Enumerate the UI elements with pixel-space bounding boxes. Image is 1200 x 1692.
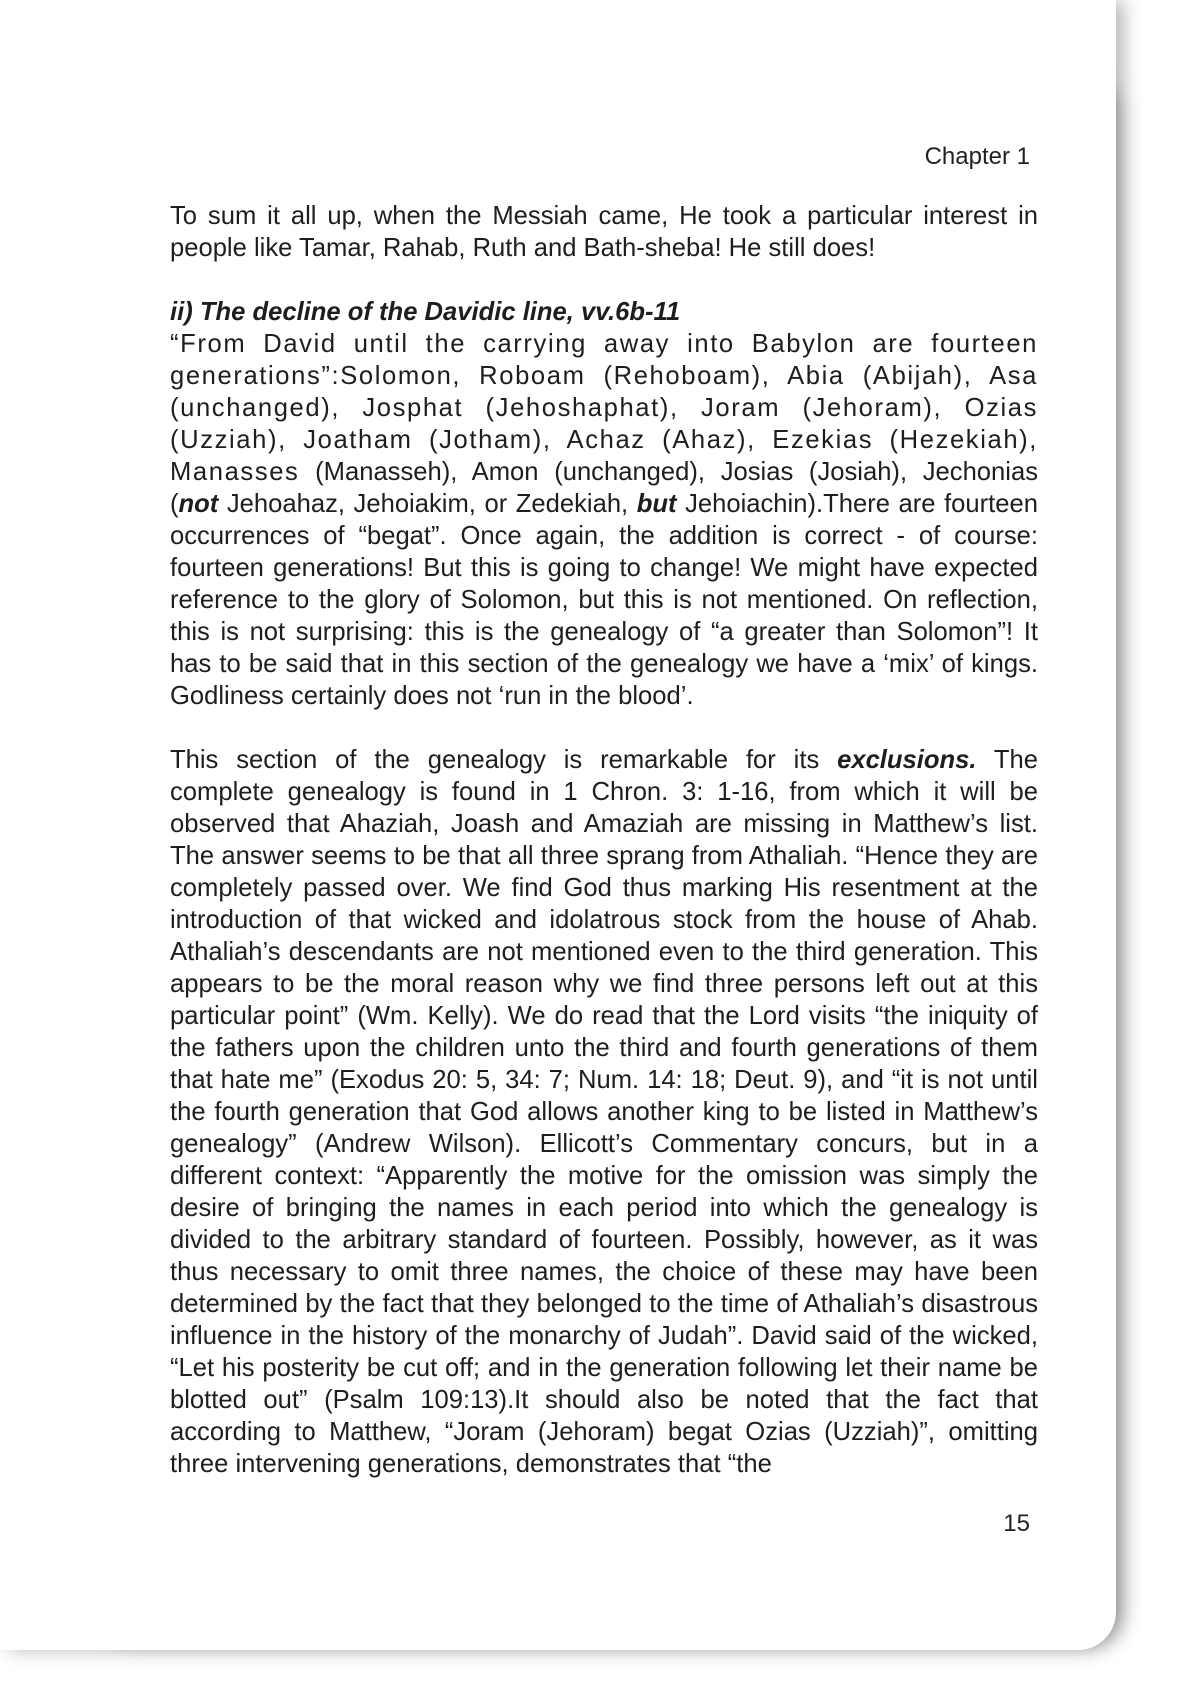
paragraph-gap bbox=[170, 712, 1038, 744]
paragraph-davidic-line-text-c: Jehoiachin).There are fourteen occurrences of “begat”. Once again, the addition is correct - of course: fourteen generations! But this is going to change! We might have expected reference to the glory of Solomon, but this is not mentioned. On reflection, this is not surprising: this is the genealogy of “a greater than Solomon”! It has to be said that in this section of the genealogy we have a ‘mix’ of kings. Godliness certainly does not ‘run in the blood’. bbox=[170, 490, 1038, 710]
paragraph-exclusions bbox=[170, 744, 1038, 1480]
paragraph-exclusions-text-a: This section of the genealogy is remarkable for its bbox=[170, 746, 838, 774]
paragraph-davidic-line-text-a: (Manasseh), Amon (unchanged), Josias (Josiah), Jechonias ( bbox=[170, 458, 1038, 518]
paragraph-summary: To sum it all up, when the Messiah came, He took a particular interest in people like Tamar, Rahab, Ruth and Bath-sheba! He still does! bbox=[170, 202, 1038, 262]
body-text bbox=[170, 200, 1038, 1480]
running-head: Chapter 1 bbox=[924, 143, 1030, 170]
emphasis-exclusions: exclusions. bbox=[837, 746, 977, 774]
paragraph-gap bbox=[170, 264, 1038, 296]
paragraph-davidic-line-text-b: Jehoahaz, Jehoiakim, or Zedekiah, bbox=[218, 490, 637, 518]
page-number: 15 bbox=[1003, 1510, 1030, 1537]
paragraph-exclusions-text-b: The complete genealogy is found in 1 Chron. 3: 1-16, from which it will be observed that Ahaziah, Joash and Amaziah are missing in Matthew’s list. The answer seems to be that all three sprang from Athaliah. “Hence they are completely passed over. We find God thus marking His resentment at the introduction of that wicked and idolatrous stock from the house of Ahab. Athaliah’s descendants are not mentioned even to the third generation. This appears to be the moral reason why we find three persons left out at this particular point” (Wm. Kelly). We do read that the Lord visits “the iniquity of the fathers upon the children unto the third and fourth generations of them that hate me” (Exodus 20: 5, 34: 7; Num. 14: 18; Deut. 9), and “it is not until the fourth generation that God allows another king to be listed in Matthew’s genealogy” (Andrew Wilson). Ellicott’s Commentary concurs, but in a different context: “Apparently the motive for the omission was simply the desire of bringing the names in each period into which the genealogy is divided to the arbitrary standard of fourteen. Possibly, however, as it was thus necessary to omit three names, the choice of these may have been determined by the fact that they belonged to the time of Athaliah’s disastrous influence in the history of the monarchy of Judah”. David said of the wicked, “Let his posterity be cut off; and in the generation following let their name be blotted out” (Psalm 109:13).It should also be noted that the fact that according to Matthew, “Joram (Jehoram) begat Ozias (Uzziah)”, omitting three intervening generations, demonstrates that “the bbox=[170, 746, 1039, 1478]
paragraph-davidic-line-opening: “From David until the carrying away into Babylon are fourteen generations”:Solomon, Roboam (Rehoboam), Abia (Abijah), Asa (unchanged), Josphat (Jehoshaphat), Joram (Jehoram), Ozias (Uzziah), Joatham (Jotham), Achaz (Ahaz), Ezekias (Hezekiah), Manasses bbox=[170, 330, 1038, 486]
emphasis-not: not bbox=[178, 490, 219, 518]
paragraph-davidic-line bbox=[170, 328, 1038, 712]
emphasis-but: but bbox=[636, 490, 677, 518]
section-heading: ii) The decline of the Davidic line, vv.6b-11 bbox=[170, 298, 681, 326]
